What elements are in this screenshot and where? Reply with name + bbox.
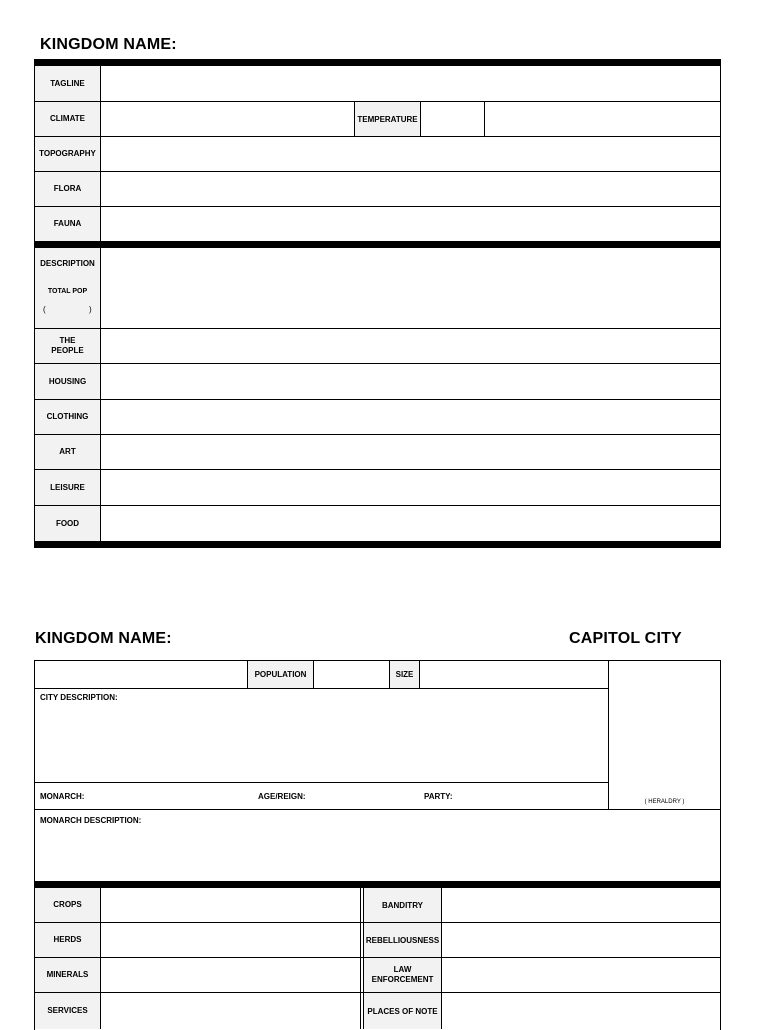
leisure-row [35,470,720,506]
tagline-row [35,66,720,102]
minerals-row [35,958,720,993]
food-field[interactable] [101,506,720,541]
leisure-label: LEISURE [35,470,101,505]
herds-field[interactable] [101,923,361,957]
heraldry-label: ( HERALDRY ) [644,799,685,805]
city-description-field[interactable] [35,689,608,783]
places-of-note-label: PLACES OF NOTE [363,993,442,1029]
size-field[interactable] [420,661,608,689]
total-pop-open-paren: ( [43,305,46,314]
crops-label: CROPS [35,888,101,922]
total-pop-close-paren: ) [89,305,92,314]
services-label: SERVICES [35,993,101,1029]
climate-extra-field[interactable] [485,102,720,136]
herds-label: HERDS [35,923,101,957]
crops-field[interactable] [101,888,361,922]
kingdom-name-title-2: KINGDOM NAME: [35,630,172,647]
clothing-label: CLOTHING [35,400,101,434]
population-label: POPULATION [248,661,314,689]
crops-row [35,888,720,923]
table-bottom-border [34,541,721,548]
city-description-label: CITY DESCRIPTION: [40,693,118,702]
climate-label: CLIMATE [35,102,101,136]
fauna-field[interactable] [101,207,720,241]
law-enforcement-label [363,958,442,992]
capitol-city-title: CAPITOL CITY [569,630,682,647]
rebelliousness-field[interactable] [442,923,720,957]
kingdom-sheet-table [34,59,721,548]
climate-field[interactable] [101,102,354,136]
leisure-field[interactable] [101,470,720,505]
housing-row [35,364,720,400]
population-field[interactable] [314,661,390,689]
description-label-cell [35,248,101,328]
clothing-row [35,400,720,435]
kingdom-name-title: KINGDOM NAME: [40,36,177,53]
climate-row [35,102,720,137]
clothing-field[interactable] [101,400,720,434]
description-row [35,248,720,329]
table-top-border [34,59,721,66]
age-reign-label: AGE/REIGN: [258,792,306,801]
rebelliousness-label: REBELLIOUSNESS [363,923,442,957]
the-people-label-line1: THE [59,336,76,345]
law-enforcement-line1: LAW [393,965,412,974]
section-divider [34,241,721,248]
monarch-label: MONARCH: [40,792,85,801]
flora-label: FLORA [35,172,101,206]
herds-row [35,923,720,958]
topography-row [35,137,720,172]
description-label: DESCRIPTION [40,259,95,268]
law-enforcement-line2: ENFORCEMENT [371,975,434,984]
the-people-row [35,329,720,364]
minerals-field[interactable] [101,958,361,992]
banditry-field[interactable] [442,888,720,922]
the-people-label-cell [35,329,101,363]
section-divider-2 [34,881,721,888]
housing-label: HOUSING [35,364,101,399]
topography-field[interactable] [101,137,720,171]
temperature-field[interactable] [421,102,485,136]
monarch-row[interactable] [35,783,608,810]
housing-field[interactable] [101,364,720,399]
size-label: SIZE [390,661,420,689]
city-name-field[interactable] [35,661,248,689]
party-label: PARTY: [424,792,453,801]
the-people-label-line2: PEOPLE [51,346,84,355]
total-pop-label: TOTAL POP [47,288,88,295]
art-field[interactable] [101,435,720,469]
capitol-city-table [34,660,721,1030]
minerals-label: MINERALS [35,958,101,992]
law-enforcement-field[interactable] [442,958,720,992]
topography-label: TOPOGRAPHY [35,137,101,171]
total-pop-field[interactable] [49,303,87,315]
heraldry-box[interactable] [608,661,720,810]
monarch-description-field[interactable] [35,810,720,881]
flora-row [35,172,720,207]
tagline-field[interactable] [101,66,720,101]
fauna-label: FAUNA [35,207,101,241]
art-label: ART [35,435,101,469]
banditry-label: BANDITRY [363,888,442,922]
art-row [35,435,720,470]
the-people-field[interactable] [101,329,720,363]
description-field[interactable] [101,248,720,328]
fauna-row [35,207,720,241]
monarch-description-label: MONARCH DESCRIPTION: [40,816,142,825]
food-label: FOOD [35,506,101,541]
flora-field[interactable] [101,172,720,206]
tagline-label: TAGLINE [35,66,101,101]
temperature-label: TEMPERATURE [354,102,421,136]
food-row [35,506,720,541]
